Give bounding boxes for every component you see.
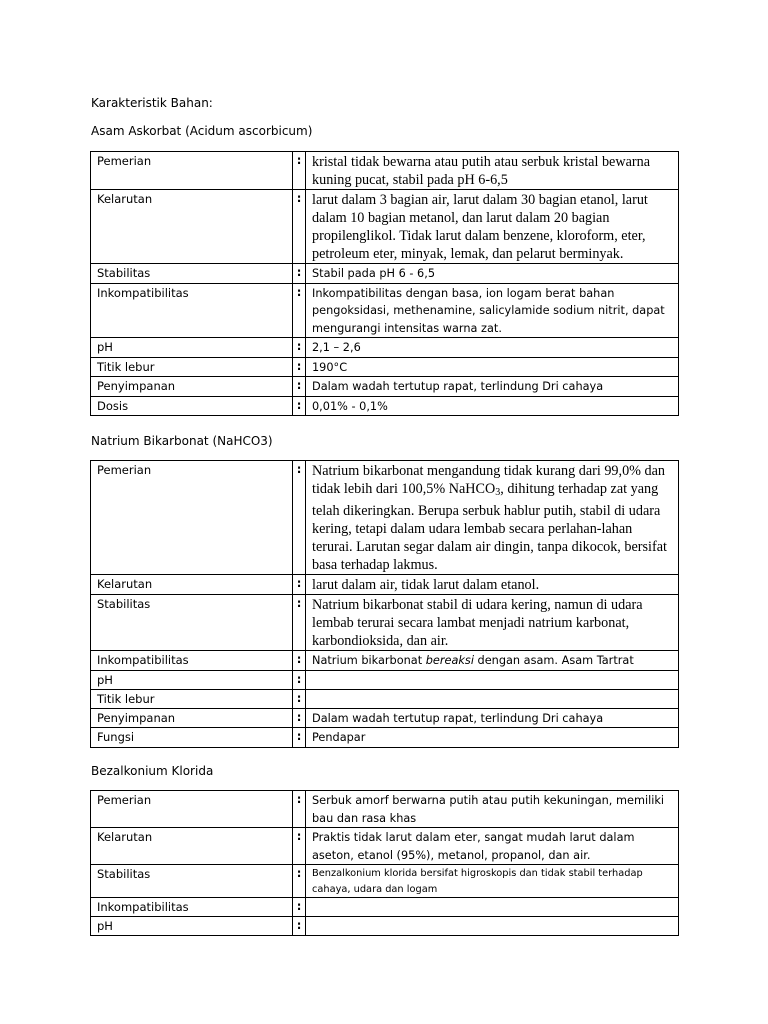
- value-emphasis: bereaksi: [425, 654, 474, 667]
- row-label: Kelarutan: [91, 190, 293, 264]
- table-row: [91, 377, 679, 397]
- row-separator: :: [293, 357, 306, 377]
- value-text: Natrium bikarbonat: [312, 654, 426, 667]
- table-row: [91, 791, 679, 828]
- row-separator: :: [293, 152, 306, 190]
- row-separator: :: [293, 689, 306, 708]
- row-separator: :: [293, 377, 306, 397]
- row-value: 190°C: [306, 357, 679, 377]
- row-value: Dalam wadah tertutup rapat, terlindung Dri cahaya: [306, 708, 679, 728]
- table-row: [91, 264, 679, 284]
- row-label: Penyimpanan: [91, 377, 293, 397]
- row-separator: :: [293, 396, 306, 416]
- table-row: [91, 357, 679, 377]
- value-text: Natrium bikarbonat mengandung tidak kurang dari 99,0% dan tidak lebih dari 100,5% NaHCO: [312, 463, 666, 497]
- row-separator: :: [293, 575, 306, 595]
- row-label: Pemerian: [91, 791, 293, 828]
- row-separator: :: [293, 865, 306, 898]
- table-row: [91, 865, 679, 898]
- row-label: pH: [91, 670, 293, 689]
- value-text: , dihitung terhadap zat yang telah dikeringkan. Berupa serbuk hablur putih, stabil di udara kering, tetapi dalam udara lembab secara perlahan-lahan terurai. Larutan segar dalam air dingin, tanpa dikocok, bersifat basa terhadap lakmus.: [312, 481, 667, 573]
- row-value: [306, 651, 679, 671]
- table-row: [91, 190, 679, 264]
- row-label: Stabilitas: [91, 264, 293, 284]
- page-title: Karakteristik Bahan:: [91, 96, 213, 110]
- row-value: 0,01% - 0,1%: [306, 396, 679, 416]
- table-row: [91, 461, 679, 575]
- row-label: pH: [91, 917, 293, 936]
- row-label: Pemerian: [91, 152, 293, 190]
- row-separator: :: [293, 283, 306, 338]
- row-separator: :: [293, 190, 306, 264]
- row-value: Praktis tidak larut dalam eter, sangat mudah larut dalam aseton, etanol (95%), metanol, propanol, dan air.: [306, 828, 679, 865]
- table-row: [91, 396, 679, 416]
- row-separator: :: [293, 595, 306, 651]
- row-label: Inkompatibilitas: [91, 898, 293, 917]
- row-value: Stabil pada pH 6 - 6,5: [306, 264, 679, 284]
- row-value: Serbuk amorf berwarna putih atau putih kekuningan, memiliki bau dan rasa khas: [306, 791, 679, 828]
- row-label: Stabilitas: [91, 595, 293, 651]
- row-separator: :: [293, 708, 306, 728]
- row-separator: :: [293, 917, 306, 936]
- row-separator: :: [293, 338, 306, 358]
- table-asam-askorbat: [90, 151, 679, 416]
- row-label: Pemerian: [91, 461, 293, 575]
- table-row: [91, 670, 679, 689]
- row-label: Stabilitas: [91, 865, 293, 898]
- row-separator: :: [293, 828, 306, 865]
- row-separator: :: [293, 898, 306, 917]
- row-label: Penyimpanan: [91, 708, 293, 728]
- row-label: Kelarutan: [91, 828, 293, 865]
- row-label: Titik lebur: [91, 357, 293, 377]
- row-value: [306, 898, 679, 917]
- table-row: [91, 898, 679, 917]
- table-row: [91, 283, 679, 338]
- table-row: [91, 152, 679, 190]
- row-value: [306, 461, 679, 575]
- row-value: [306, 670, 679, 689]
- row-value: Pendapar: [306, 728, 679, 748]
- row-value: [306, 917, 679, 936]
- row-separator: :: [293, 461, 306, 575]
- row-label: pH: [91, 338, 293, 358]
- table-row: [91, 651, 679, 671]
- row-value: kristal tidak bewarna atau putih atau serbuk kristal bewarna kuning pucat, stabil pada pH 6-6,5: [306, 152, 679, 190]
- section-title-bezalkonium-klorida: Bezalkonium Klorida: [91, 764, 214, 778]
- row-value: Natrium bikarbonat stabil di udara kering, namun di udara lembab terurai secara lambat menjadi natrium karbonat, karbondioksida, dan air.: [306, 595, 679, 651]
- row-label: Dosis: [91, 396, 293, 416]
- row-separator: :: [293, 791, 306, 828]
- table-row: [91, 338, 679, 358]
- section-title-asam-askorbat: Asam Askorbat (Acidum ascorbicum): [91, 124, 313, 138]
- value-text: dengan asam. Asam Tartrat: [473, 654, 634, 667]
- table-bezalkonium-klorida: [90, 790, 679, 936]
- table-row: [91, 728, 679, 748]
- row-value: [306, 689, 679, 708]
- table-natrium-bikarbonat: [90, 460, 679, 748]
- row-value: larut dalam 3 bagian air, larut dalam 30 bagian etanol, larut dalam 10 bagian metanol, dan larut dalam 20 bagian propilenglikol. Tidak larut dalam benzene, kloroform, eter, petroleum eter, minyak, lemak, dan pelarut berminyak.: [306, 190, 679, 264]
- table-row: [91, 595, 679, 651]
- table-row: [91, 575, 679, 595]
- row-separator: :: [293, 728, 306, 748]
- row-label: Inkompatibilitas: [91, 283, 293, 338]
- row-separator: :: [293, 264, 306, 284]
- row-value: 2,1 – 2,6: [306, 338, 679, 358]
- value-subscript: 3: [495, 487, 501, 498]
- row-label: Fungsi: [91, 728, 293, 748]
- table-row: [91, 828, 679, 865]
- row-label: Inkompatibilitas: [91, 651, 293, 671]
- row-label: Kelarutan: [91, 575, 293, 595]
- row-separator: :: [293, 670, 306, 689]
- row-separator: :: [293, 651, 306, 671]
- table-row: [91, 708, 679, 728]
- table-row: [91, 689, 679, 708]
- row-value: Dalam wadah tertutup rapat, terlindung Dri cahaya: [306, 377, 679, 397]
- section-title-natrium-bikarbonat: Natrium Bikarbonat (NaHCO3): [91, 434, 273, 448]
- row-label: Titik lebur: [91, 689, 293, 708]
- table-row: [91, 917, 679, 936]
- row-value: larut dalam air, tidak larut dalam etanol.: [306, 575, 679, 595]
- row-value: Inkompatibilitas dengan basa, ion logam berat bahan pengoksidasi, methenamine, salicylamide sodium nitrit, dapat mengurangi intensitas warna zat.: [306, 283, 679, 338]
- row-value: Benzalkonium klorida bersifat higroskopis dan tidak stabil terhadap cahaya, udara dan logam: [306, 865, 679, 898]
